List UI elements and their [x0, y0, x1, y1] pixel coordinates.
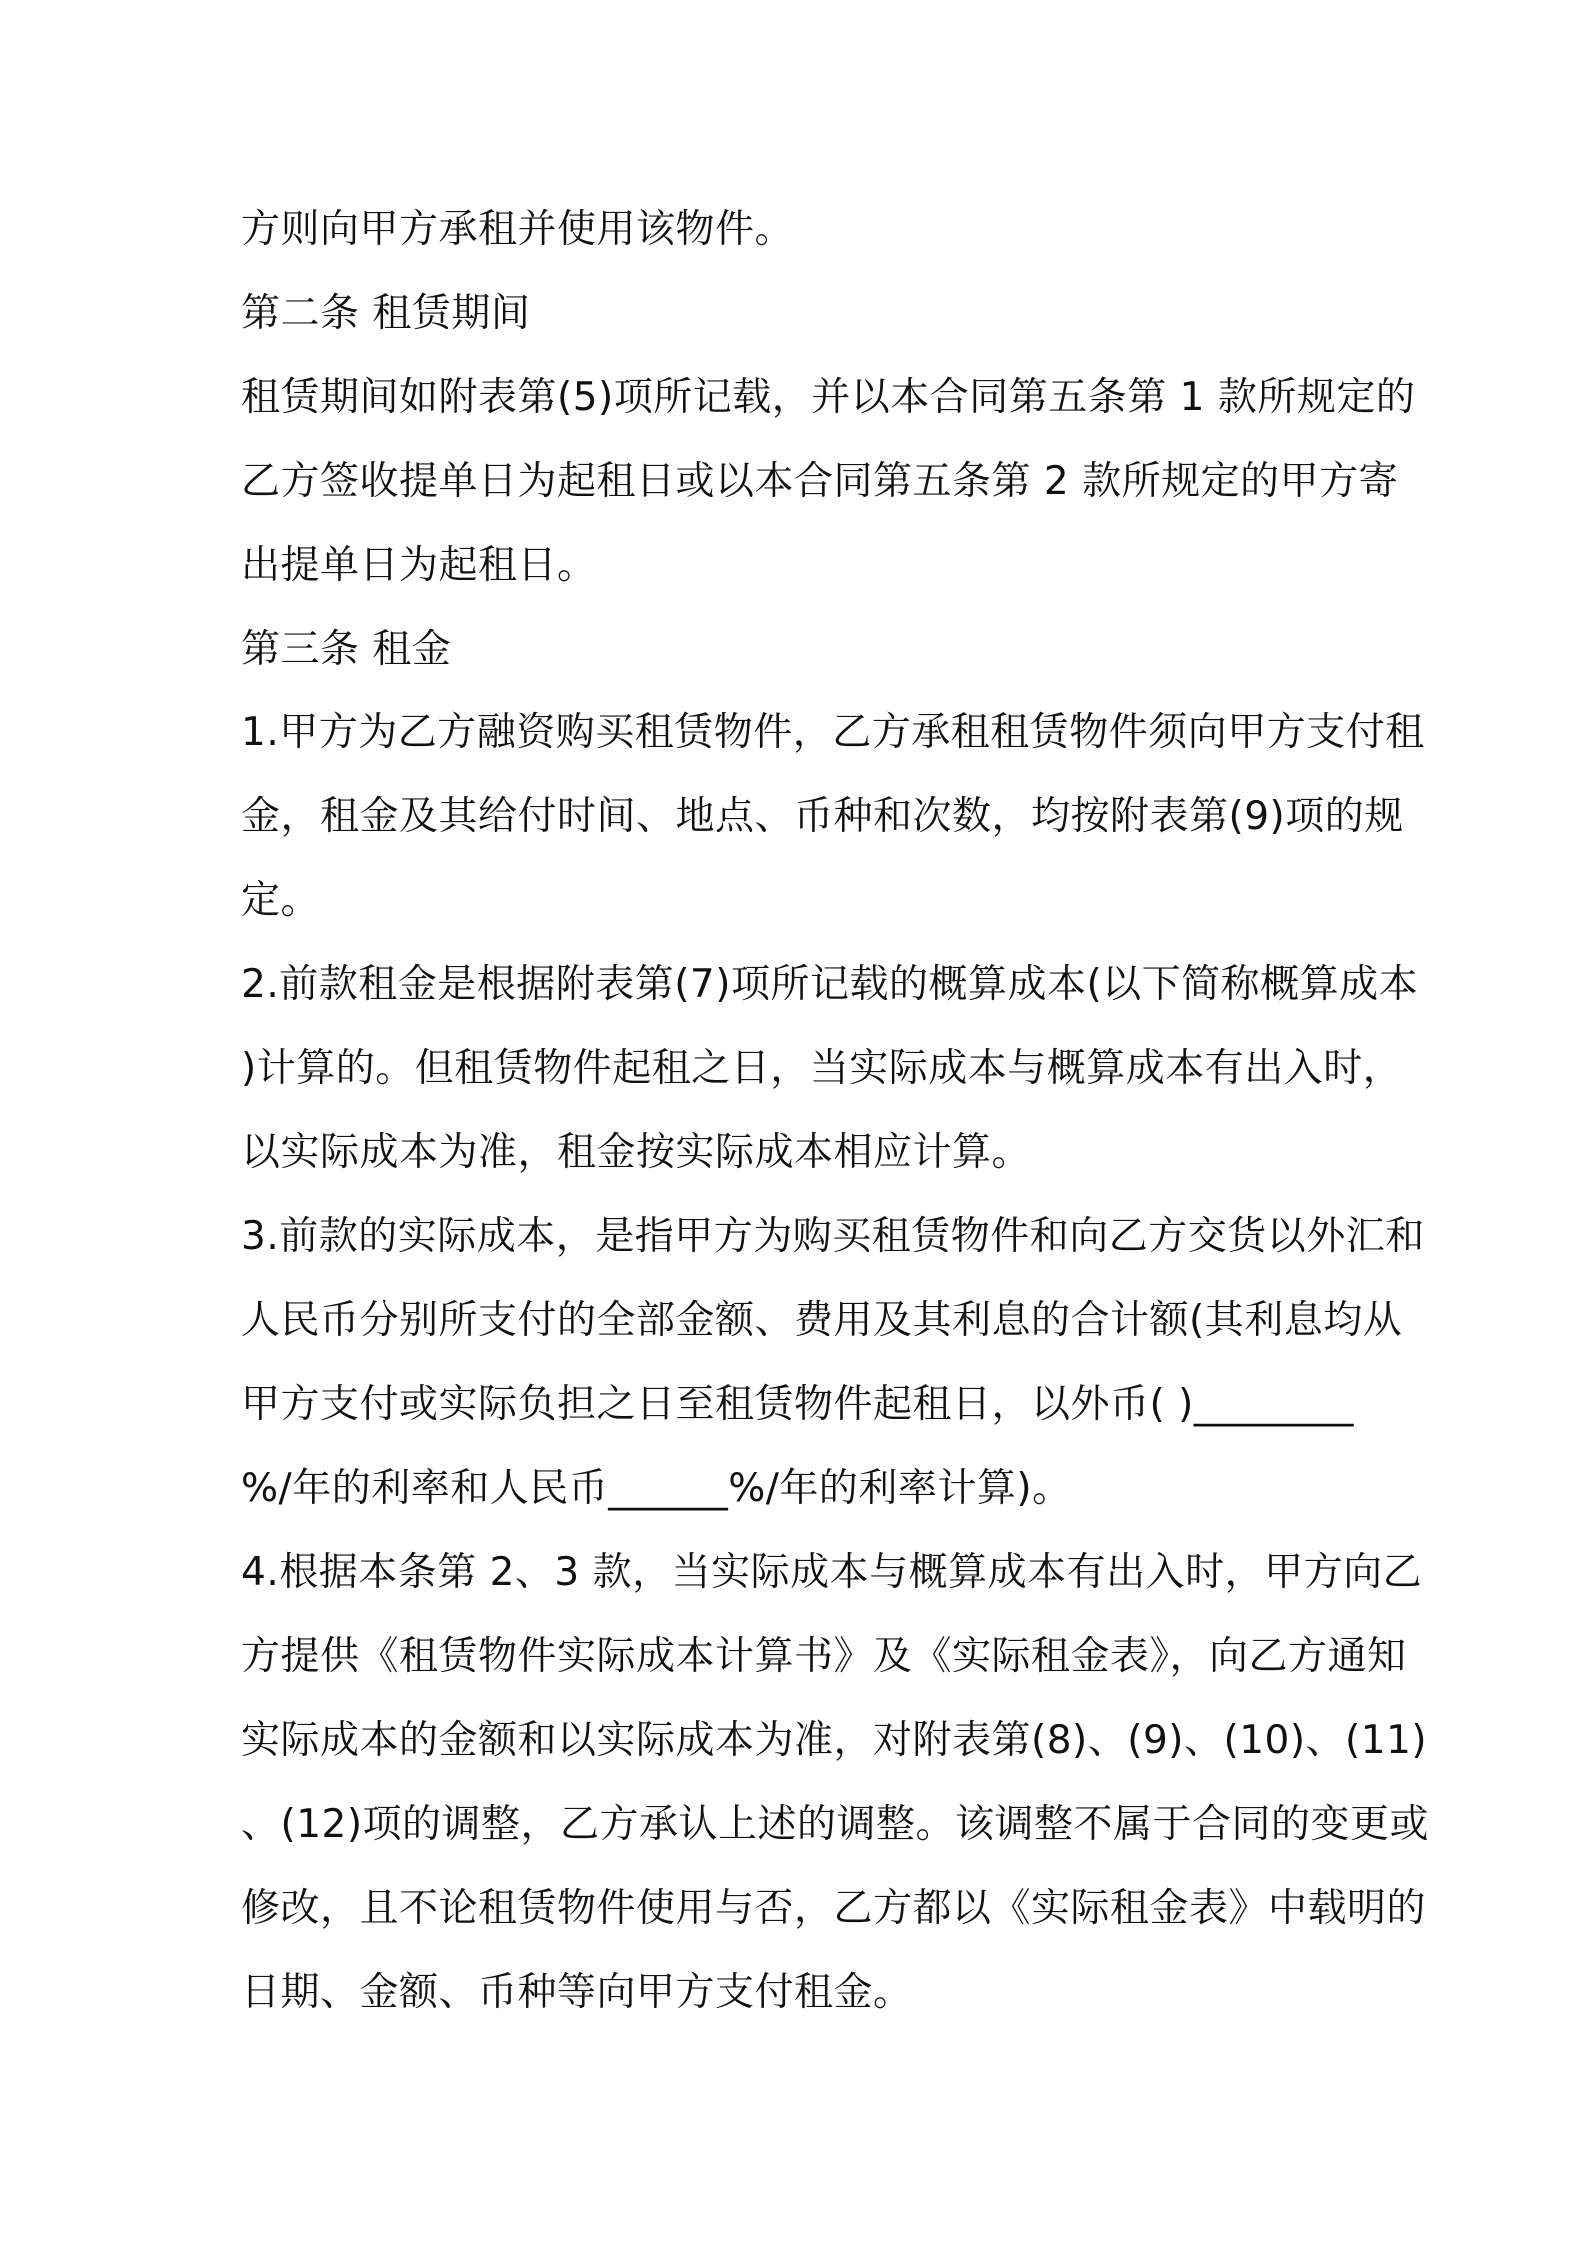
text-line: 4.根据本条第 2、3 款，当实际成本与概算成本有出入时，甲方向乙	[241, 1550, 1423, 1595]
text-line: 以实际成本为准，租金按实际成本相应计算。	[241, 1130, 1032, 1175]
text-line: )计算的。但租赁物件起租之日，当实际成本与概算成本有出入时，	[241, 1046, 1403, 1091]
text-line: 实际成本的金额和以实际成本为准，对附表第(8)、(9)、(10)、(11)	[241, 1718, 1428, 1763]
text-line: 日期、金额、币种等向甲方支付租金。	[241, 1970, 913, 2015]
text-line: 、(12)项的调整，乙方承认上述的调整。该调整不属于合同的变更或	[241, 1802, 1430, 1847]
text-line: 租赁期间如附表第(5)项所记载，并以本合同第五条第 1 款所规定的	[241, 375, 1416, 420]
text-line: 定。	[241, 878, 321, 923]
text-line: 方提供《租赁物件实际成本计算书》及《实际租金表》，向乙方通知	[241, 1634, 1407, 1679]
text-line: 1.甲方为乙方融资购买租赁物件，乙方承租租赁物件须向甲方支付租	[241, 710, 1425, 755]
text-line: 甲方支付或实际负担之日至租赁物件起租日，以外币( )________	[241, 1382, 1354, 1427]
text-line: 3.前款的实际成本，是指甲方为购买租赁物件和向乙方交货以外汇和	[241, 1214, 1425, 1259]
article-heading: 第二条 租赁期间	[241, 291, 531, 336]
text-line: 乙方签收提单日为起租日或以本合同第五条第 2 款所规定的甲方寄	[241, 459, 1399, 504]
text-line: 方则向甲方承租并使用该物件。	[241, 207, 795, 252]
text-line: 金，租金及其给付时间、地点、币种和次数，均按附表第(9)项的规	[241, 794, 1404, 839]
article-heading: 第三条 租金	[241, 627, 452, 672]
text-line: 2.前款租金是根据附表第(7)项所记载的概算成本(以下简称概算成本	[241, 962, 1419, 1007]
text-line: 人民币分别所支付的全部金额、费用及其利息的合计额(其利息均从	[241, 1298, 1403, 1343]
text-line: 出提单日为起租日。	[241, 543, 597, 588]
text-line: 修改，且不论租赁物件使用与否，乙方都以《实际租金表》中载明的	[241, 1886, 1427, 1931]
text-line: %/年的利率和人民币______%/年的利率计算)。	[241, 1466, 1072, 1511]
